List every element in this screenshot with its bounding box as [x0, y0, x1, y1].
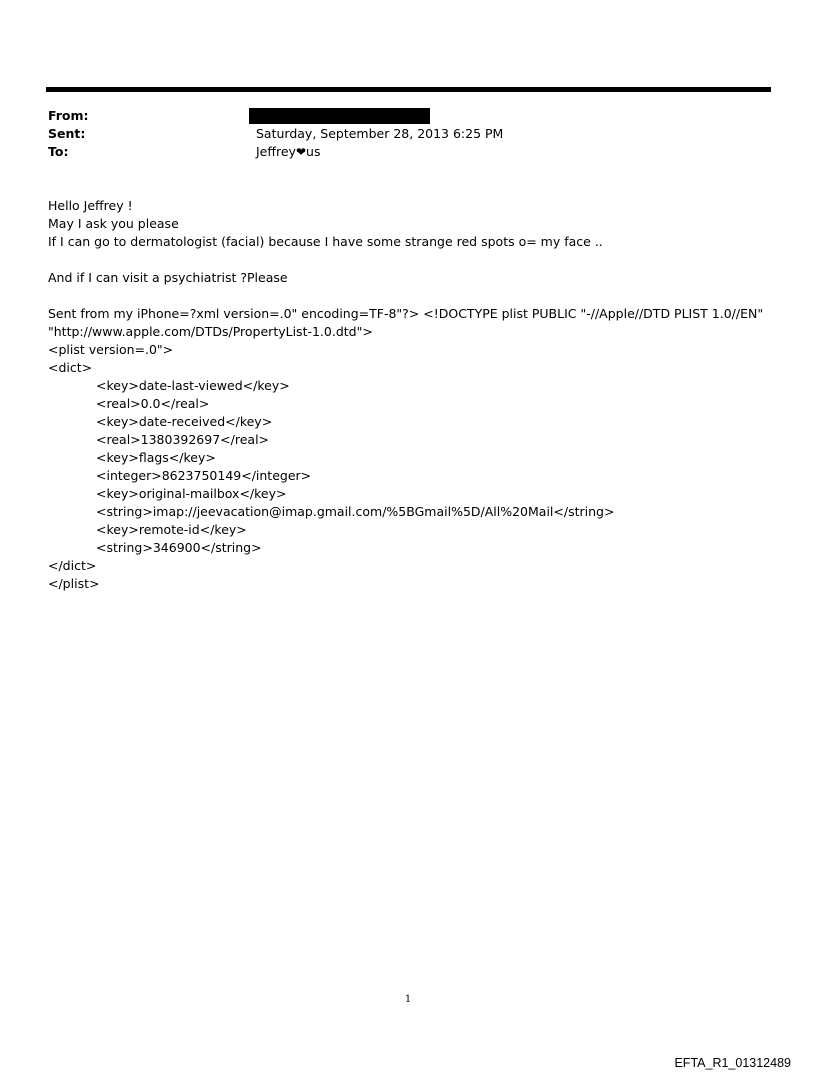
dict-entry: <key>remote-id</key> [96, 522, 247, 537]
bates-number: EFTA_R1_01312489 [674, 1056, 791, 1070]
body-line: If I can go to dermatologist (facial) because I have some strange red spots o= my face .. [48, 234, 603, 249]
dict-entry: <string>346900</string> [96, 540, 262, 555]
dict-entry: <key>original-mailbox</key> [96, 486, 287, 501]
to-label: To: [48, 144, 69, 159]
body-line: May I ask you please [48, 216, 179, 231]
sent-value: Saturday, September 28, 2013 6:25 PM [256, 126, 504, 141]
dict-entry: <real>0.0</real> [96, 396, 210, 411]
heart-icon: ❤ [295, 145, 307, 159]
email-body [48, 197, 768, 593]
dict-entry: <real>1380392697</real> [96, 432, 270, 447]
dict-entry: <integer>8623750149</integer> [96, 468, 312, 483]
dict-close: </dict> [48, 558, 97, 573]
redacted-sender [249, 108, 430, 124]
sent-label: Sent: [48, 126, 86, 141]
plist-close: </plist> [48, 576, 100, 591]
plist-open: <plist version=.0"> [48, 342, 174, 357]
spacer [48, 251, 768, 269]
page-number: 1 [404, 994, 412, 1005]
to-name-suffix: us [306, 144, 321, 159]
header-rule [46, 87, 771, 92]
dict-entry: <key>date-received</key> [96, 414, 273, 429]
dict-entry: <string>imap://jeevacation@imap.gmail.com/%5BGmail%5D/All%20Mail</string> [96, 504, 615, 519]
spacer [48, 287, 768, 305]
dict-open: <dict> [48, 360, 93, 375]
dict-entry: <key>date-last-viewed</key> [96, 378, 290, 393]
from-label: From: [48, 108, 89, 123]
to-name-prefix: Jeffrey [256, 144, 296, 159]
dict-entry: <key>flags</key> [96, 450, 216, 465]
signature-line: Sent from my iPhone=?xml version=.0" encoding=TF-8"?> <!DOCTYPE plist PUBLIC "-//Apple//DTD PLIST 1.0//EN" [48, 306, 764, 321]
body-line: And if I can visit a psychiatrist ?Please [48, 270, 288, 285]
to-value [256, 144, 320, 160]
greeting: Hello Jeffrey ! [48, 198, 133, 213]
signature-line: "http://www.apple.com/DTDs/PropertyList-1.0.dtd"> [48, 324, 373, 339]
